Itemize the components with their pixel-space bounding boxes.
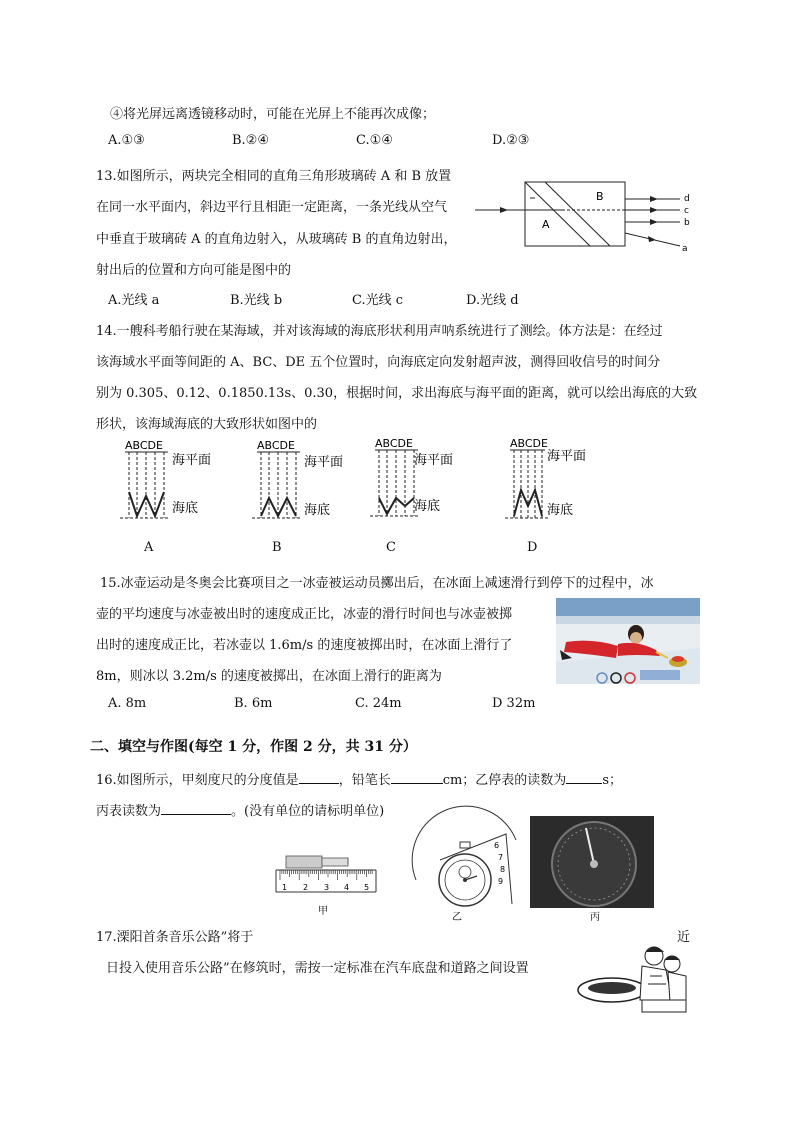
q17-line1-right: 近	[677, 930, 691, 945]
ruler-tick-4: 4	[344, 883, 350, 892]
q12-option-c: C.①④	[356, 133, 393, 148]
q12-item4: ④将光屏远离透镜移动时，可能在光屏上不能再次成像；	[110, 107, 436, 122]
q15-option-b: B. 6m	[234, 696, 273, 711]
stopwatch-tick-7: 7	[498, 853, 504, 862]
q12-option-d: D.②③	[492, 133, 530, 148]
q14-panel-d-sea-surface: 海平面	[547, 449, 587, 464]
q16-text-d: s；	[602, 773, 622, 788]
q14-panel-a-sea-floor: 海底	[172, 501, 199, 516]
stopwatch-tick-6: 6	[494, 841, 500, 850]
stopwatch-tick-8: 8	[500, 865, 506, 874]
q13-glass-prism-figure	[470, 178, 700, 258]
q12-option-b: B.②④	[232, 133, 269, 148]
q13-label-b: b	[684, 218, 690, 228]
q14-panel-a-sea-surface: 海平面	[172, 453, 212, 468]
q16-blank-division[interactable]	[299, 771, 339, 784]
q14-line4: 形状，该海域海底的大致形状如图中的	[96, 417, 318, 432]
q16-text-b: ，铅笔长	[338, 773, 391, 788]
children-basin-drawing	[576, 940, 691, 1016]
curling-photo	[556, 598, 700, 684]
q13-label-c: c	[684, 206, 689, 216]
q14-panel-b-sea-surface: 海平面	[304, 455, 344, 470]
q16-text-a: 16.如图所示，甲刻度尺的分度值是	[96, 773, 299, 788]
q13-label-A: A	[542, 218, 550, 231]
q14-panel-c	[370, 436, 465, 526]
q13-label-d: d	[684, 194, 690, 204]
q16-text-c: cm；乙停表的读数为	[442, 773, 567, 788]
q16-blank-pencil-length[interactable]	[391, 771, 443, 784]
q14-option-d: D	[527, 540, 538, 555]
q14-panel-a	[120, 436, 215, 526]
q14-panel-c-letters: ABCDE	[375, 437, 413, 450]
q15-option-c: C. 24m	[355, 696, 402, 711]
q13-line3: 中垂直于玻璃砖 A 的直角边射入，从玻璃砖 B 的直角边射出，	[96, 232, 457, 247]
q13-option-b: B.光线 b	[230, 293, 283, 308]
q13-option-d: D.光线 d	[466, 293, 519, 308]
q14-option-a: A	[144, 540, 154, 555]
q17-line2: 日投入使用音乐公路”在修筑时，需按一定标准在汽车底盘和道路之间设置	[106, 961, 529, 976]
label-jia: 甲	[318, 906, 328, 917]
q13-line4: 射出后的位置和方向可能是图中的	[96, 263, 292, 278]
q14-line2: 该海域水平面等间距的 A、BC、DE 五个位置时，向海底定向发射超声波，测得回收信号的时间分	[96, 355, 661, 370]
q14-line1: 14.一艘科考船行驶在某海域，并对该海域的海底形状利用声呐系统进行了测绘。体方法是：在经过	[96, 324, 663, 339]
q16-line1	[96, 769, 622, 788]
ruler-tick-3: 3	[324, 883, 330, 892]
q15-line4: 8m，则冰以 3.2m/s 的速度被掷出，在冰面上滑行的距离为	[96, 669, 442, 684]
q16-line2	[96, 800, 384, 819]
q13-option-a: A.光线 a	[108, 293, 160, 308]
q14-panel-d-sea-floor: 海底	[547, 503, 574, 518]
q16-text-e: 丙表读数为	[96, 804, 162, 819]
section2-heading: 二、填空与作图(每空 1 分，作图 2 分，共 31 分）	[90, 739, 417, 755]
q15-option-d: D 32m	[492, 696, 536, 711]
q16-blank-meter[interactable]	[161, 802, 231, 815]
stopwatch-tick-9: 9	[498, 877, 504, 886]
q14-panel-b	[252, 436, 347, 526]
q14-panel-b-letters: ABCDE	[257, 439, 295, 452]
q13-line2: 在同一水平面内，斜边平行且相距一定距离，一条光线从空气	[96, 200, 448, 215]
q13-option-c: C.光线 c	[352, 293, 404, 308]
ruler-tick-1: 1	[282, 883, 288, 892]
ruler-tick-2: 2	[303, 883, 309, 892]
q13-label-B: B	[596, 190, 604, 203]
q15-option-a: A. 8m	[108, 696, 147, 711]
q14-panel-c-sea-floor: 海底	[414, 499, 441, 514]
q13-label-a: a	[682, 244, 688, 254]
q15-line3: 出时的速度成正比，若冰壶以 1.6m/s 的速度被掷出时，在冰面上滑行了	[96, 638, 513, 653]
q14-panel-d	[505, 434, 600, 524]
q13-line1: 13.如图所示，两块完全相同的直角三角形玻璃砖 A 和 B 放置	[96, 169, 452, 184]
q14-option-b: B	[272, 540, 282, 555]
q16-text-f: 。(没有单位的请标明单位)	[231, 804, 385, 819]
q14-panel-b-sea-floor: 海底	[304, 503, 331, 518]
ruler-figure	[272, 850, 380, 920]
q14-panel-c-sea-surface: 海平面	[414, 453, 454, 468]
q14-line3: 别为 0.305、0.12、0.1850.13s、0.30，根据时间，求出海底与海平面的距离，就可以绘出海底的大致	[96, 386, 698, 401]
label-bing: 丙	[590, 912, 600, 923]
q14-panel-d-letters: ABCDE	[510, 437, 548, 450]
q17-line1: 17.溧阳首条音乐公路”将于	[96, 930, 254, 945]
speedometer-figure	[530, 816, 654, 924]
q16-blank-stopwatch[interactable]	[566, 771, 602, 784]
q15-line1: 15.冰壶运动是冬奥会比赛项目之一冰壶被运动员擲出后，在冰面上减速滑行到停下的过程中，冰	[100, 576, 654, 591]
stopwatch-figure	[410, 820, 525, 924]
label-yi: 乙	[452, 912, 462, 923]
q15-line2: 壶的平均速度与冰壶被出时的速度成正比，冰壶的滑行时间也与冰壶被掷	[96, 607, 513, 622]
q14-panel-a-letters: ABCDE	[125, 439, 163, 452]
ruler-tick-5: 5	[364, 883, 370, 892]
q12-option-a: A.①③	[108, 133, 145, 148]
q14-option-c: C	[386, 540, 396, 555]
